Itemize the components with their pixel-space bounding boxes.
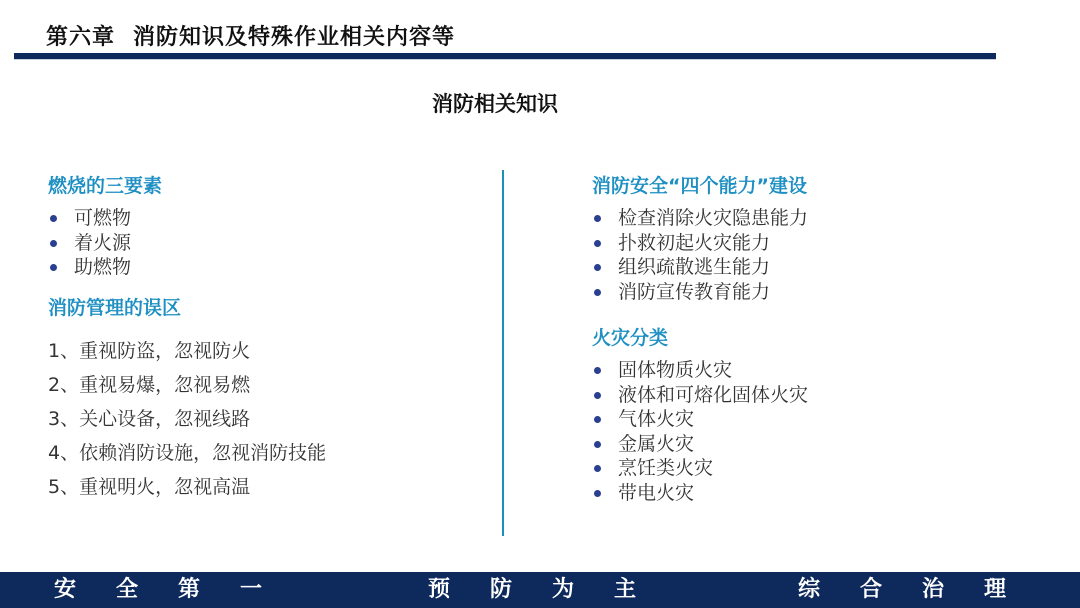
list-item — [48, 231, 478, 256]
list-item-text: 带电火灾 — [618, 481, 695, 504]
bullet-dot — [594, 465, 601, 472]
list-item: 4、依赖消防设施，忽视消防技能 — [48, 441, 327, 464]
list-item: 3、关心设备，忽视线路 — [48, 407, 251, 430]
slide-title: 消防相关知识 — [432, 92, 558, 116]
list-item-text: 组织疏散逃生能力 — [618, 256, 771, 278]
footer-char: 防 — [490, 577, 513, 602]
list-item-text: 可燃物 — [74, 207, 132, 229]
list-item-text: 扑救初起火灾能力 — [618, 231, 771, 254]
bullet-dot — [594, 240, 601, 247]
footer-char: 一 — [240, 577, 263, 602]
bullet-dot — [594, 416, 601, 423]
list-item — [592, 456, 1032, 481]
list-item: 5、重视明火，忽视高温 — [48, 475, 251, 498]
spacer — [48, 280, 478, 294]
bullet-dot — [594, 392, 601, 399]
footer-char: 预 — [428, 577, 451, 602]
list-item — [592, 280, 1032, 305]
bullet-dot — [594, 490, 601, 497]
list-item-text: 消防宣传教育能力 — [618, 280, 771, 303]
spacer — [592, 304, 1032, 324]
list-item-text: 气体火灾 — [618, 408, 695, 430]
list-item — [592, 255, 1032, 280]
chapter-title — [46, 20, 455, 51]
list-item-text: 着火源 — [74, 231, 132, 254]
bullet-dot — [50, 240, 57, 247]
list-item — [592, 481, 1032, 506]
list-item-text: 金属火灾 — [618, 432, 695, 455]
mistakes-list — [48, 334, 478, 504]
combustion-list — [48, 206, 478, 280]
bullet-dot — [594, 215, 601, 222]
list-item: 2、重视易爆，忽视易燃 — [48, 373, 251, 396]
list-item — [48, 255, 478, 280]
list-item — [592, 407, 1032, 432]
header-rule-thin — [14, 59, 996, 60]
column-divider — [502, 170, 504, 536]
list-item-text: 检查消除火灾隐患能力 — [618, 207, 809, 229]
footer-banner — [0, 572, 1080, 608]
footer-char: 第 — [178, 577, 201, 602]
bullet-dot — [594, 289, 601, 296]
footer-char: 主 — [614, 577, 637, 602]
combustion-heading: 燃烧的三要素 — [48, 175, 163, 197]
footer-char: 综 — [798, 577, 821, 602]
list-item — [592, 358, 1032, 383]
list-item — [48, 206, 478, 231]
footer-char: 全 — [116, 577, 139, 602]
bullet-dot — [594, 367, 601, 374]
mistakes-heading: 消防管理的误区 — [48, 296, 182, 319]
abilities-list — [592, 206, 1032, 304]
list-item — [592, 231, 1032, 256]
footer-phrase-safety-first — [54, 576, 262, 604]
list-item-text: 助燃物 — [74, 256, 132, 278]
fire-classes-heading: 火灾分类 — [592, 327, 669, 349]
list-item: 1、重视防盗，忽视防火 — [48, 339, 251, 362]
footer-char: 安 — [54, 577, 77, 602]
bullet-dot — [50, 215, 57, 222]
abilities-heading: 消防安全“四个能力”建设 — [592, 175, 807, 197]
footer-char: 治 — [922, 577, 945, 602]
footer-phrase-comprehensive-governance — [798, 576, 1006, 604]
footer-char: 为 — [552, 577, 575, 602]
list-item-text: 烹饪类火灾 — [618, 457, 714, 479]
footer-phrase-prevention-first — [428, 576, 636, 604]
list-item — [592, 206, 1032, 231]
footer-char: 合 — [860, 577, 883, 602]
bullet-dot — [594, 441, 601, 448]
right-column — [592, 172, 1032, 505]
chapter-name: 消防知识及特殊作业相关内容等 — [133, 25, 456, 50]
fire-classes-list — [592, 358, 1032, 505]
list-item — [592, 383, 1032, 408]
list-item-text: 固体物质火灾 — [618, 359, 733, 381]
footer-char: 理 — [984, 577, 1007, 602]
list-item — [592, 432, 1032, 457]
chapter-number: 第六章 — [46, 25, 116, 50]
list-item-text: 液体和可熔化固体火灾 — [618, 383, 809, 406]
left-column — [48, 172, 478, 504]
bullet-dot — [50, 264, 57, 271]
bullet-dot — [594, 264, 601, 271]
